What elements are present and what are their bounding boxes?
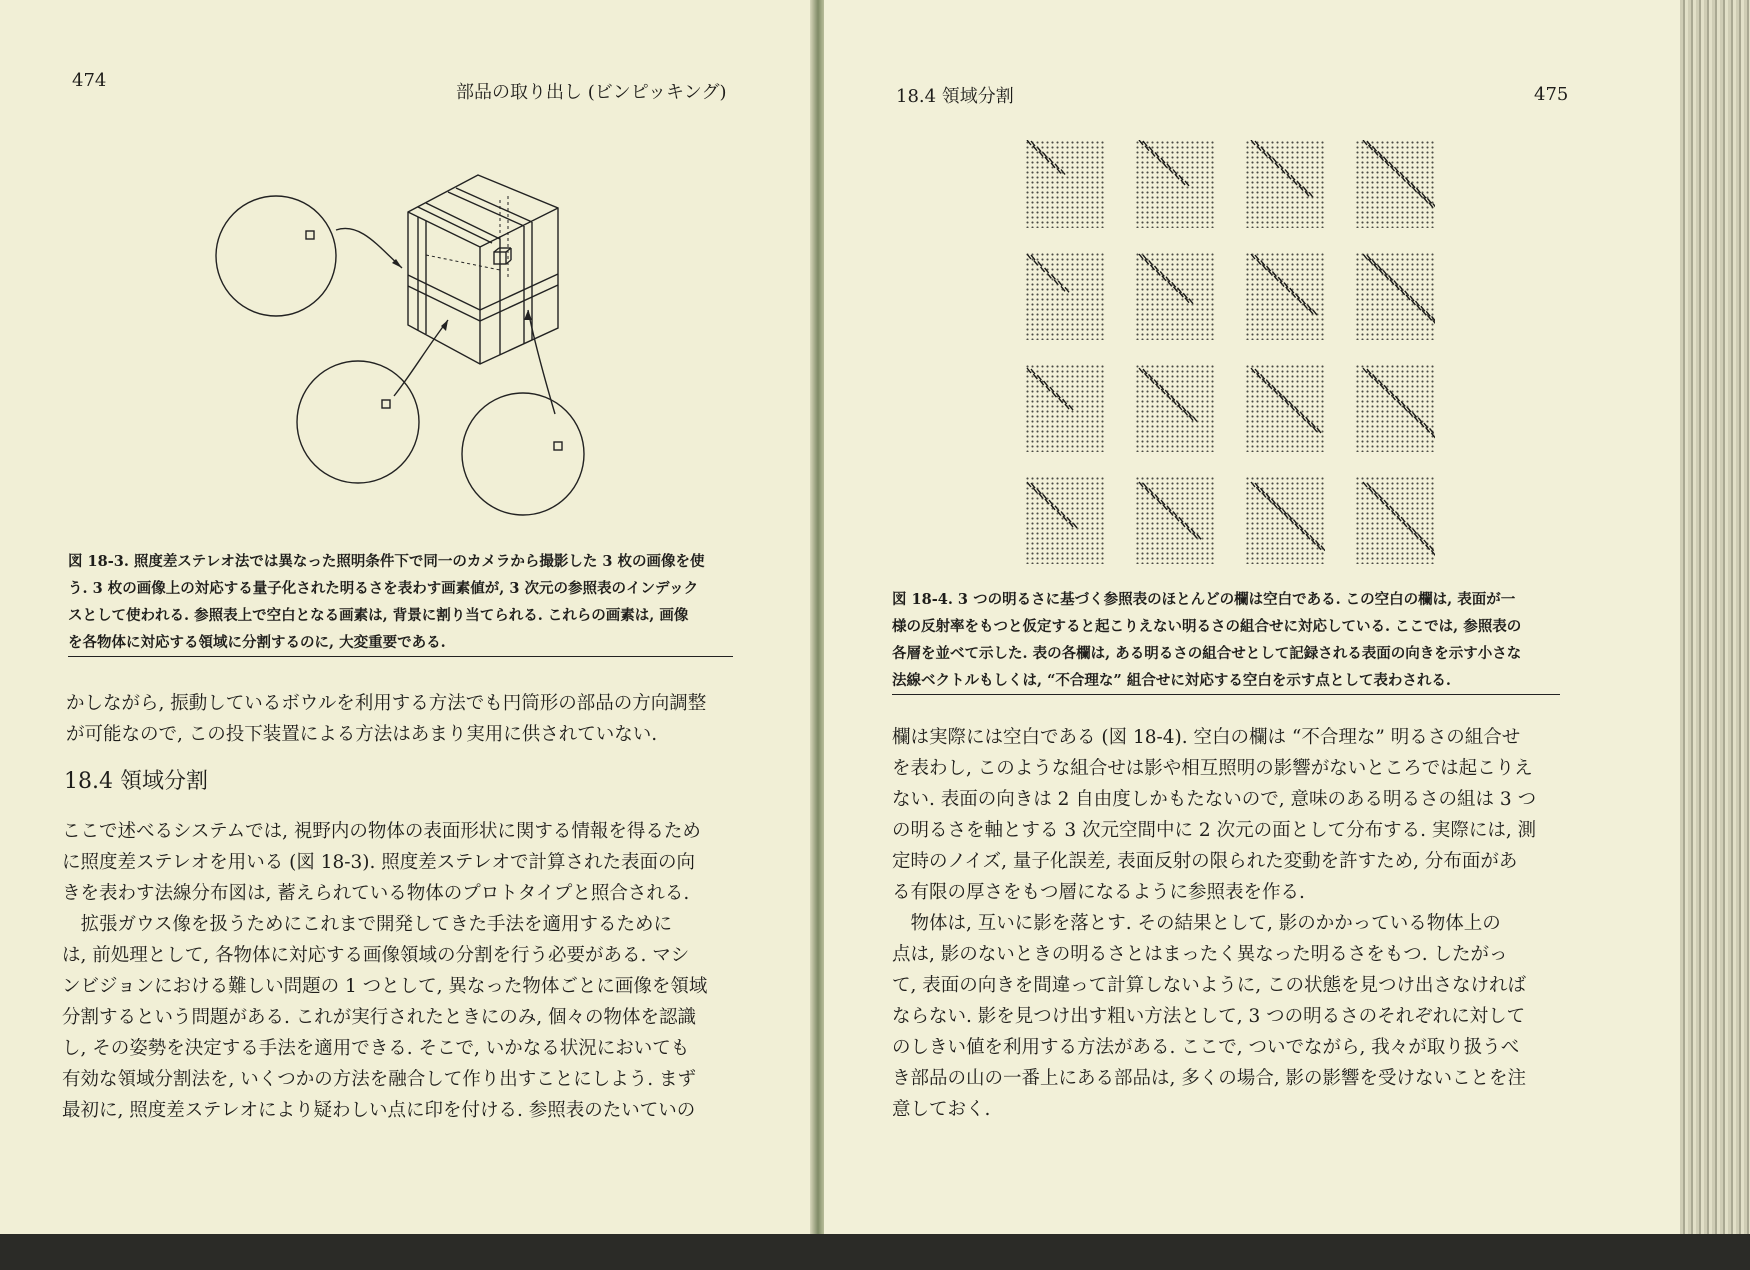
- normal-vector-band: [1355, 364, 1435, 452]
- text-line: は, 前処理として, 各物体に対応する画像領域の分割を行う必要がある. マシ: [62, 945, 690, 966]
- left-page: [0, 0, 821, 1236]
- lookup-layer-tile: [1355, 364, 1435, 452]
- caption-line: 図 18-3. 照度差ステレオ法では異なった照明条件下で同一のカメラから撮影した 3 枚の画像を使: [68, 553, 705, 570]
- normal-vector-band: [1245, 140, 1325, 228]
- text-line: きを表わす法線分布図は, 蓄えられている物体のプロトタイプと照合される.: [62, 883, 690, 904]
- text-line: かしながら, 振動しているボウルを利用する方法でも円筒形の部品の方向調整: [66, 693, 707, 714]
- text-line: き部品の山の一番上にある部品は, 多くの場合, 影の影響を受けないことを注: [892, 1068, 1527, 1089]
- normal-vector-band: [1355, 140, 1435, 228]
- text-line: る有限の厚さをもつ層になるように参照表を作る.: [892, 882, 1305, 903]
- right-running-head: 18.4 領域分割: [896, 86, 1014, 107]
- section-heading: 18.4 領域分割: [64, 769, 208, 794]
- left-running-head: 部品の取り出し (ビンピッキング): [456, 82, 727, 103]
- lookup-layer-tile: [1135, 476, 1215, 564]
- text-line: 分割するという問題がある. これが実行されたときにのみ, 個々の物体を認識: [62, 1007, 697, 1028]
- figure-18-4-lookup-table-layers: [1025, 140, 1435, 570]
- normal-vector-band: [1135, 140, 1215, 228]
- lookup-layer-tile: [1025, 140, 1105, 228]
- text-line: を表わし, このような組合せは影や相互照明の影響がないところでは起こりえ: [892, 758, 1533, 779]
- right-page-number: 475: [1534, 84, 1569, 105]
- text-line: 最初に, 照度差ステレオにより疑わしい点に印を付ける. 参照表のたいていの: [62, 1100, 696, 1121]
- text-line: し, その姿勢を決定する手法を適用できる. そこで, いかなる状況においても: [62, 1038, 690, 1059]
- normal-vector-band: [1245, 364, 1325, 452]
- caption-line: 各層を並べて示した. 表の各欄は, ある明るさの組合せとして記録される表面の向きを示す小さな: [892, 645, 1522, 662]
- lookup-layer-tile: [1355, 140, 1435, 228]
- text-line: 欄は実際には空白である (図 18-4). 空白の欄は “不合理な” 明るさの組合せ: [892, 727, 1521, 748]
- normal-vector-band: [1245, 252, 1325, 340]
- left-paragraph-1: [66, 688, 706, 750]
- right-body-text: [892, 722, 1536, 1125]
- figure-18-3-caption: [68, 548, 733, 657]
- sphere-image-3: [462, 393, 584, 515]
- normal-vector-band: [1025, 364, 1105, 452]
- normal-vector-band: [1135, 252, 1215, 340]
- lookup-layer-tile: [1245, 476, 1325, 564]
- lookup-layer-tile: [1135, 140, 1215, 228]
- text-line: ここで述べるシステムでは, 視野内の物体の表面形状に関する情報を得るため: [62, 821, 701, 842]
- text-line: 意しておく.: [892, 1099, 991, 1120]
- lookup-layer-tile: [1025, 252, 1105, 340]
- sphere-image-1: [216, 196, 336, 316]
- text-line: ない. 表面の向きは 2 自由度しかもたないので, 意味のある明るさの組は 3 つ: [892, 789, 1537, 810]
- lookup-layer-tile: [1245, 140, 1325, 228]
- text-line: の明るさを軸とする 3 次元空間中に 2 次元の面として分布する. 実際には, 測: [892, 820, 1537, 841]
- text-line: 拡張ガウス像を扱うためにこれまで開発してきた手法を適用するために: [62, 914, 672, 935]
- lookup-layer-tile: [1025, 476, 1105, 564]
- caption-line: 法線ベクトルもしくは, “不合理な” 組合せに対応する空白を示す点として表わされる.: [892, 672, 1451, 689]
- lookup-layer-tile: [1245, 252, 1325, 340]
- text-line: が可能なので, この投下装置による方法はあまり実用に供されていない.: [66, 724, 658, 745]
- text-line: 点は, 影のないときの明るさとはまったく異なった明るさをもつ. したがっ: [892, 944, 1508, 965]
- text-line: ンビジョンにおける難しい問題の 1 つとして, 異なった物体ごとに画像を領域: [62, 976, 708, 997]
- normal-vector-band: [1355, 252, 1435, 340]
- text-line: 有効な領域分割法を, いくつかの方法を融合して作り出すことにしよう. まず: [62, 1069, 697, 1090]
- lookup-layer-tile: [1245, 364, 1325, 452]
- lookup-layer-tile: [1355, 252, 1435, 340]
- caption-line: う. 3 枚の画像上の対応する量子化された明るさを表わす画素値が, 3 次元の参照表のインデック: [68, 580, 699, 597]
- lookup-layer-tile: [1025, 364, 1105, 452]
- lookup-table-cube: [408, 175, 558, 364]
- sphere-image-2: [297, 361, 419, 483]
- figure-18-3-diagram: [210, 160, 610, 530]
- text-line: 物体は, 互いに影を落とす. その結果として, 影のかかっている物体上の: [892, 913, 1501, 934]
- caption-line: を各物体に対応する領域に分割するのに, 大変重要である.: [68, 634, 446, 651]
- text-line: のしきい値を利用する方法がある. ここで, ついでながら, 我々が取り扱うべ: [892, 1037, 1520, 1058]
- caption-line: スとして使われる. 参照表上で空白となる画素は, 背景に割り当てられる. これらの画素は, 画像: [68, 607, 689, 624]
- text-line: ならない. 影を見つけ出す粗い方法として, 3 つの明るさのそれぞれに対して: [892, 1006, 1526, 1027]
- bottom-shadow: [0, 1234, 1750, 1270]
- normal-vector-band: [1025, 252, 1105, 340]
- text-line: て, 表面の向きを間違って計算しないように, この状態を見つけ出さなければ: [892, 975, 1527, 996]
- left-page-number: 474: [72, 70, 107, 91]
- normal-vector-band: [1355, 476, 1435, 564]
- lookup-layer-tile: [1135, 252, 1215, 340]
- normal-vector-band: [1025, 476, 1105, 564]
- page-edges: [1680, 0, 1750, 1270]
- normal-vector-band: [1025, 140, 1105, 228]
- lookup-layer-tile: [1355, 476, 1435, 564]
- lookup-layer-tile: [1135, 364, 1215, 452]
- caption-line: 図 18-4. 3 つの明るさに基づく参照表のほとんどの欄は空白である. この空白の欄は, 表面が一: [892, 591, 1516, 608]
- figure-18-4-caption: [892, 586, 1560, 695]
- text-line: 定時のノイズ, 量子化誤差, 表面反射の限られた変動を許すため, 分布面があ: [892, 851, 1518, 872]
- caption-line: 様の反射率をもつと仮定すると起こりえない明るさの組合せに対応している. ここでは, 参照表の: [892, 618, 1522, 635]
- left-paragraph-2: [62, 816, 707, 1126]
- normal-vector-band: [1135, 476, 1215, 564]
- normal-vector-band: [1135, 364, 1215, 452]
- text-line: に照度差ステレオを用いる (図 18-3). 照度差ステレオで計算された表面の向: [62, 852, 696, 873]
- normal-vector-band: [1245, 476, 1325, 564]
